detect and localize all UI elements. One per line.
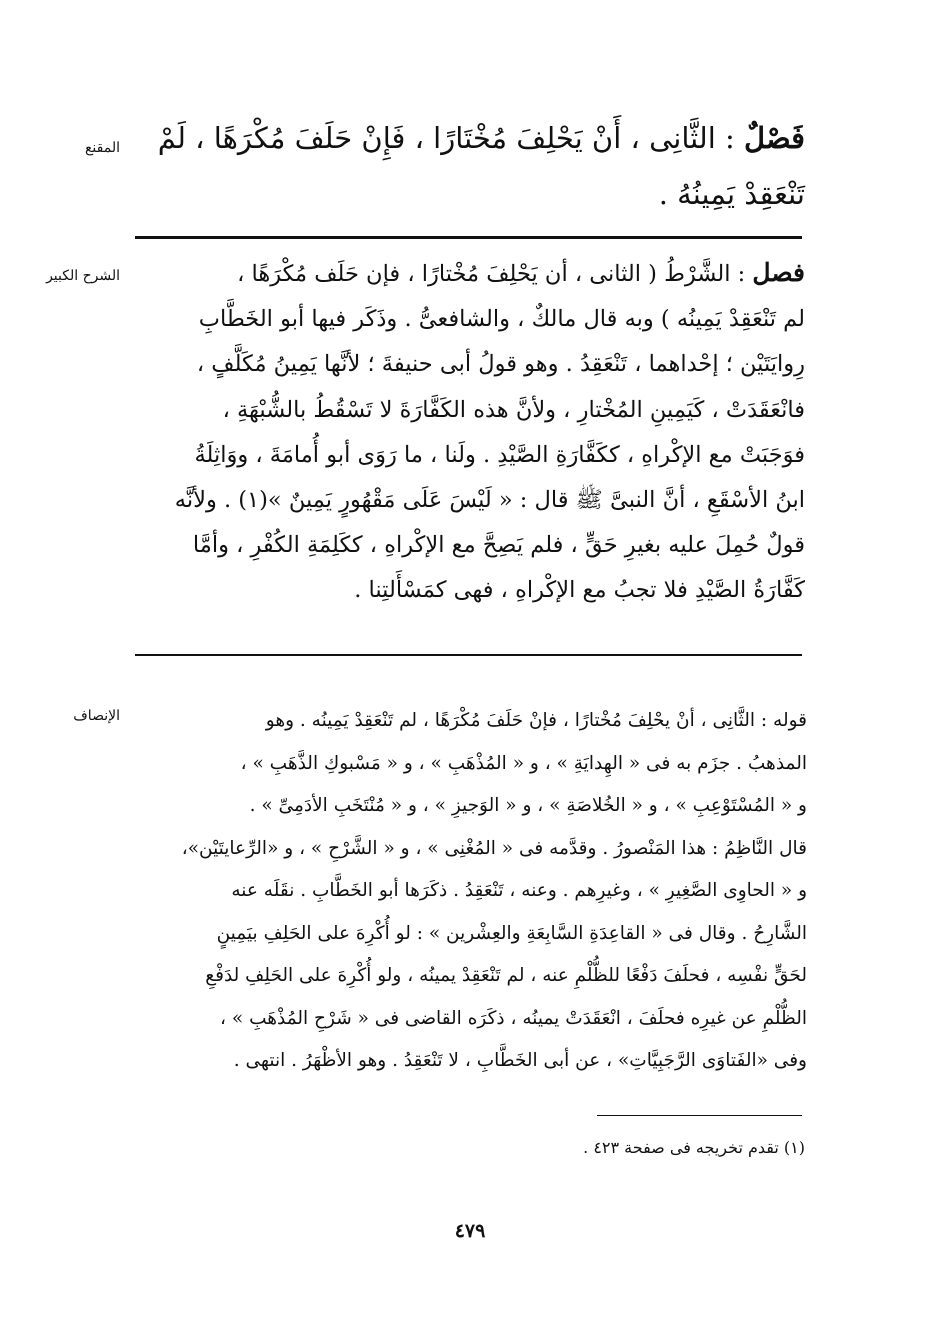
sharh-line-1 [133,250,805,297]
sharh-line-4: فانْعَقَدَتْ ، كَيَمِينِ المُخْتارِ ، ولأنَّ هذه الكَفَّارَةَ لا تَسْقُطُ بالشُّبْهَةِ ، [222,396,805,423]
label-sharh: الشرح الكبير [46,268,120,284]
muqni-line-1 [133,110,805,166]
sharh-heading: فصل [752,258,805,287]
insaf-line-9: وفى «الفَتاوَى الرَّجَبِيَّاتِ» ، عن أبى الخَطَّابِ ، لا تَنْعَقِدُ . وهو الأظْهَرُ . انتهى . [233,1050,807,1071]
muqni-line-1-text: : الثَّانِى ، أَنْ يَحْلِفَ مُخْتَارًا ، فَإِنْ حَلَفَ مُكْرَهًا ، لَمْ [157,121,735,155]
insaf-line-8: الظُّلْمِ عن غيرِه فحلَفَ ، انْعَقَدَتْ يمينُه ، ذكَرَه القاضى فى « شَرْحِ المُذْهَبِ » ، [220,1007,807,1029]
divider-thin [135,654,802,656]
insaf-line-2: المذهبُ . جزَم به فى « الهِدايَةِ » ، و « المُذْهَبِ » ، و « مَسْبوكِ الذَّهَبِ » ، [240,752,807,774]
sharh-line-3: رِوايَتَيْن ؛ إحْداهما ، تَنْعَقِدُ . وهو قولُ أبى حنيفةَ ؛ لأنَّها يَمِينُ مُكَلَّفٍ ، [196,351,805,378]
insaf-line-4: قال النَّاظِمُ : هذا المَنْصورُ . وقدَّمه فى « المُغْنِى » ، و « الشَّرْحِ » ، و «الرِّعايتَيْن»، [181,837,807,859]
label-insaf: الإنصاف [73,708,120,724]
page-number: ٤٧٩ [454,1220,486,1242]
divider-thick [135,236,802,239]
label-muqni: المقنع [84,140,120,156]
insaf-text [131,700,807,1083]
muqni-text [133,110,805,222]
insaf-line-1: قوله : الثَّانِى ، أنْ يحْلِفَ مُخْتارًا ، فإنْ حَلَفَ مُكْرَهًا ، لم تَنْعَقِدْ يَمِينُه . وهو [265,710,807,731]
sharh-line-1-text: : الشَّرْطُ ( الثانى ، أن يَحْلِفَ مُخْتارًا ، فإن حَلَف مُكْرَهًا ، [237,261,746,287]
sharh-line-5: فوَجَبَتْ مع الإكْراهِ ، ككَفَّارَةِ الصَّيْدِ . ولَنا ، ما رَوَى أبو أُمامَةَ ، ووَاثِلَةُ [194,441,805,468]
insaf-line-6: الشَّارِحُ . وقال فى « القاعِدَةِ السَّابِعَةِ والعِشْرين » : لو أُكْرِهَ على الحَلِفِ بيَمِينٍ [216,922,807,944]
sharh-line-2: لم تَنْعَقِدْ يَمِينُه ) وبه قال مالكٌ ، والشافعىُّ . وذَكَر فيها أبو الخَطَّابِ [198,306,805,333]
sharh-line-7: قولٌ حُمِلَ عليه بغيرِ حَقٍّ ، فلم يَصِحَّ مع الإكْراهِ ، ككَلِمَةِ الكُفْرِ ، وأمَّا [192,532,805,559]
insaf-line-5: و « الحاوِى الصَّغِيرِ » ، وغيرِهم . وعنه ، تَنْعَقِدُ . ذكَرَها أبو الخَطَّابِ . نقَلَه عنه [231,880,807,901]
muqni-heading: فَصْلٌ [744,121,805,155]
muqni-line-2: تَنْعَقِدْ يَمِينُهُ . [658,177,805,211]
sharh-line-6: ابنُ الأسْقَعِ ، أنَّ النبىَّ ﷺ قال : « لَيْسَ عَلَى مَقْهُورٍ يَمِينٌ »(١) . ولأنَّه [174,487,805,514]
sharh-line-8: كَفَّارَةُ الصَّيْدِ فلا تجبُ مع الإكْراهِ ، فهى كمَسْأَلتِنا . [354,577,805,604]
footnote-divider [597,1115,802,1116]
insaf-line-3: و « المُسْتَوْعِبِ » ، و « الخُلاصَةِ » ، و « الوَجيزِ » ، و « مُنْتَخَبِ الأدَمِىِّ » . [249,795,807,816]
insaf-line-7: لحَقٍّ نفْسِه ، فحلَفَ دَفْعًا للظُّلْمِ عنه ، لم تَنْعَقِدْ يمينُه ، ولو أُكْرِهَ على الحَلِفِ لدَفْعِ [205,965,807,986]
footnote: (١) تقدم تخريجه فى صفحة ٤٢٣ . [583,1138,805,1157]
sharh-text [133,250,805,614]
